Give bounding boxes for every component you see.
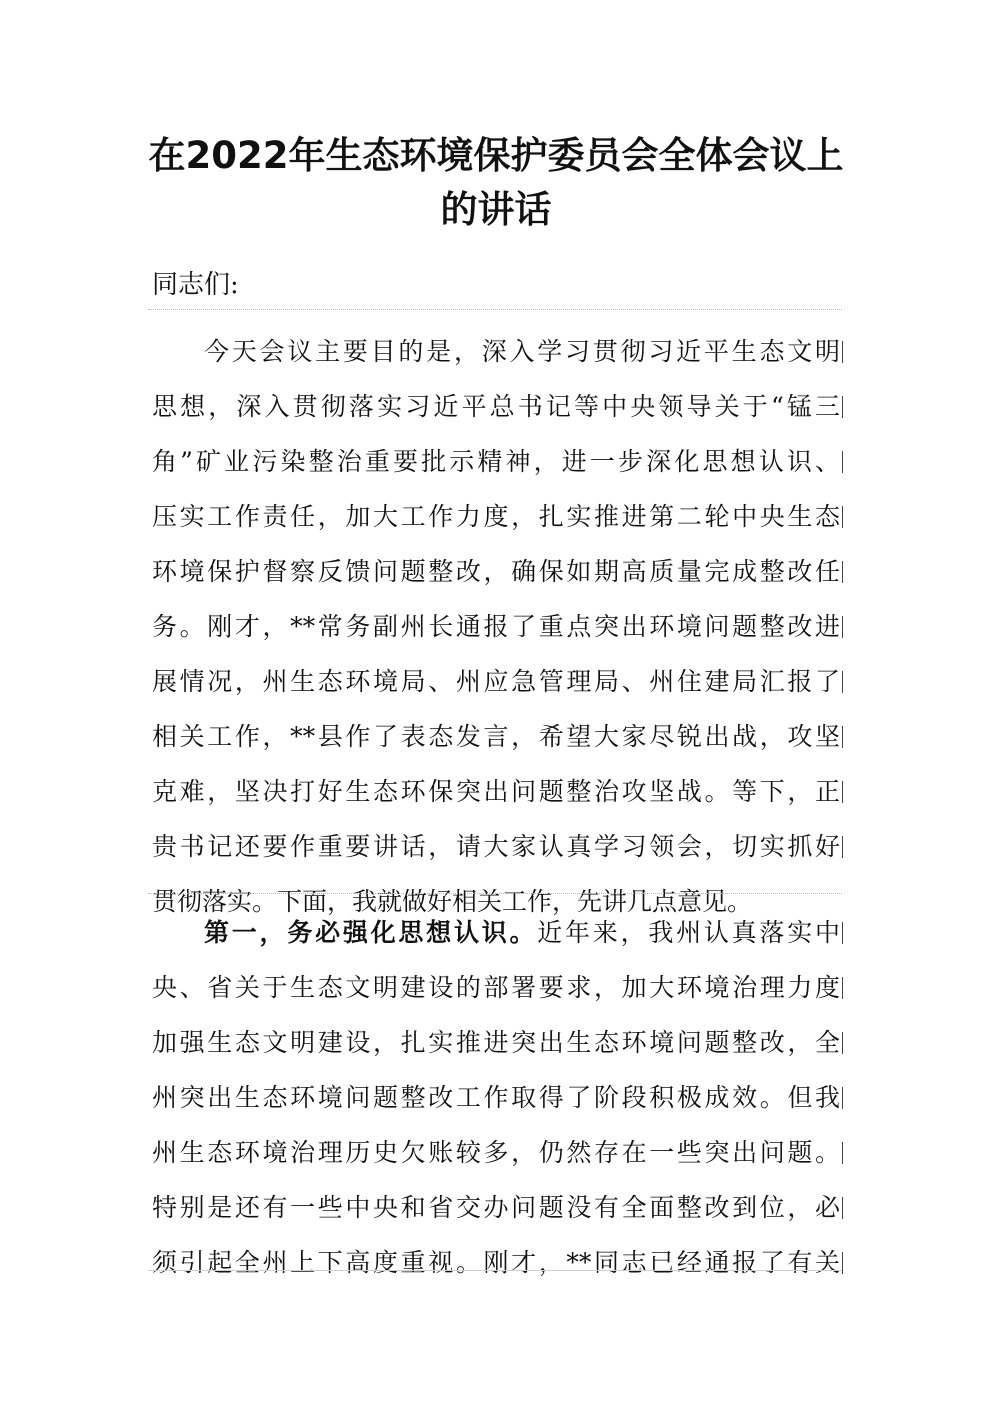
line-end-marker bbox=[842, 836, 843, 858]
line-end-marker bbox=[842, 1087, 843, 1109]
document-title-line-1: 在2022年生态环境保护委员会全体会议上 bbox=[148, 134, 844, 177]
line-end-marker bbox=[842, 1032, 843, 1054]
text-line: 今天会议主要目的是，深入学习贯彻习近平生态文明 bbox=[204, 337, 840, 366]
document-title-line-2: 的讲话 bbox=[440, 188, 552, 231]
line-end-marker bbox=[842, 1197, 843, 1219]
section-divider bbox=[148, 309, 842, 310]
line-end-marker bbox=[842, 781, 843, 803]
text-line: 加强生态文明建设，扎实推进突出生态环境问题整改，全 bbox=[152, 1028, 840, 1057]
text-line: 贵书记还要作重要讲话，请大家认真学习领会，切实抓好 bbox=[152, 832, 840, 861]
text-line: 角”矿业污染整治重要批示精神，进一步深化思想认识、 bbox=[152, 447, 840, 476]
line-end-marker bbox=[842, 451, 843, 473]
text-line: 压实工作责任，加大工作力度，扎实推进第二轮中央生态 bbox=[152, 502, 840, 531]
point-text: 近年来，我州认真落实中 bbox=[537, 918, 840, 947]
line-end-marker bbox=[842, 396, 843, 418]
text-line: 思想，深入贯彻落实习近平总书记等中央领导关于“锰三 bbox=[152, 392, 840, 421]
text-line: 贯彻落实。下面，我就做好相关工作，先讲几点意见。 bbox=[152, 887, 753, 916]
line-end-marker bbox=[842, 726, 843, 748]
text-line: 克难，坚决打好生态环保突出问题整治攻坚战。等下，正 bbox=[152, 777, 840, 806]
text-line: 央、省关于生态文明建设的部署要求，加大环境治理力度 bbox=[152, 973, 840, 1002]
page-bottom-rule bbox=[148, 1270, 842, 1271]
text-line: 州突出生态环境问题整改工作取得了阶段积极成效。但我 bbox=[152, 1083, 840, 1112]
point-heading: 第一，务必强化思想认识。 bbox=[204, 918, 538, 947]
line-end-marker bbox=[842, 341, 843, 363]
salutation: 同志们: bbox=[152, 270, 239, 300]
line-end-marker bbox=[842, 1142, 843, 1164]
text-line-with-heading bbox=[204, 903, 840, 963]
section-divider bbox=[148, 893, 842, 894]
line-end-marker bbox=[842, 977, 843, 999]
text-line: 务。刚才，**常务副州长通报了重点突出环境问题整改进 bbox=[152, 612, 840, 641]
line-end-marker bbox=[842, 506, 843, 528]
line-end-marker bbox=[842, 616, 843, 638]
line-end-marker bbox=[842, 1252, 843, 1274]
line-end-marker bbox=[842, 922, 843, 944]
text-line: 须引起全州上下高度重视。刚才，**同志已经通报了有关 bbox=[152, 1248, 840, 1277]
text-line: 相关工作，**县作了表态发言，希望大家尽锐出战，攻坚 bbox=[152, 722, 840, 751]
text-line: 展情况，州生态环境局、州应急管理局、州住建局汇报了 bbox=[152, 667, 840, 696]
line-end-marker bbox=[842, 561, 843, 583]
text-line: 环境保护督察反馈问题整改，确保如期高质量完成整改任 bbox=[152, 557, 840, 586]
text-line: 州生态环境治理历史欠账较多，仍然存在一些突出问题。 bbox=[152, 1138, 840, 1167]
line-end-marker bbox=[842, 671, 843, 693]
text-line: 特别是还有一些中央和省交办问题没有全面整改到位，必 bbox=[152, 1193, 840, 1222]
